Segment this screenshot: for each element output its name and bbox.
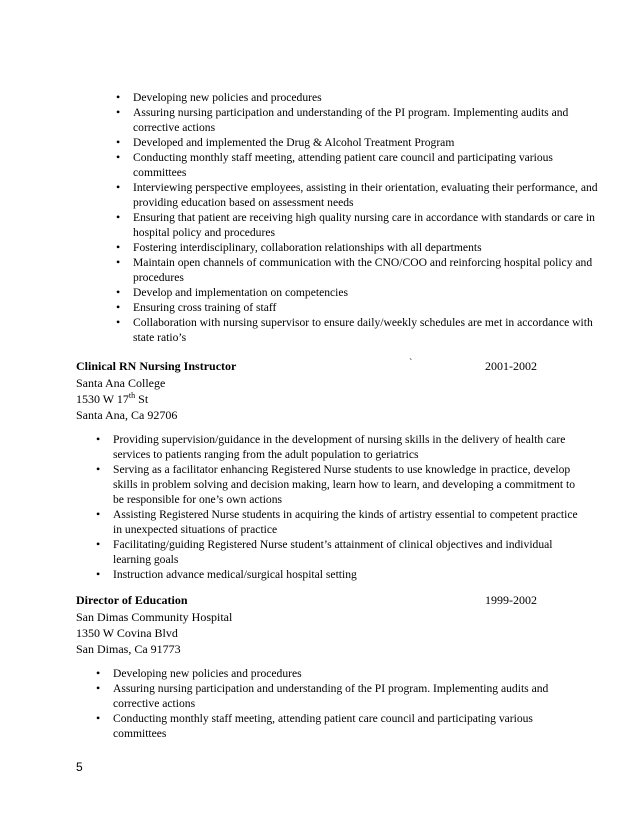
job-title-instructor: Clinical RN Nursing Instructor	[76, 359, 237, 373]
job-title-director: Director of Education	[76, 593, 188, 607]
list-item: • Interviewing perspective employees, assisting in their orientation, evaluating their performance, and providing education based on assessment needs	[133, 180, 598, 210]
employer-name: San Dimas Community Hospital	[76, 610, 233, 624]
list-item: • Developed and implemented the Drug & Alcohol Treatment Program	[133, 135, 598, 150]
street-ordinal: th	[128, 391, 136, 400]
list-item: • Conducting monthly staff meeting, attending patient care council and participating various committees	[133, 150, 598, 180]
employer-name: Santa Ana College	[76, 376, 166, 390]
list-item: • Developing new policies and procedures	[113, 666, 588, 681]
employer-street: 1350 W Covina Blvd	[76, 626, 178, 640]
director-duties-list	[133, 90, 598, 345]
list-item: • Providing supervision/guidance in the development of nursing skills in the delivery of health care services to patients ranging from the adult population to geriatrics	[113, 432, 588, 462]
street-suffix: St	[135, 392, 149, 406]
employer-city: San Dimas, Ca 91773	[76, 642, 181, 656]
stray-mark: `	[409, 358, 413, 369]
list-item: • Assisting Registered Nurse students in acquiring the kinds of artistry essential to competent practice in unexpected situations of practice	[113, 507, 588, 537]
list-item: • Assuring nursing participation and understanding of the PI program. Implementing audits and corrective actions	[133, 105, 598, 135]
list-item: • Facilitating/guiding Registered Nurse student’s attainment of clinical objectives and individual learning goals	[113, 537, 588, 567]
list-item: • Ensuring cross training of staff	[133, 300, 598, 315]
list-item: • Develop and implementation on competencies	[133, 285, 598, 300]
page-number: 5	[76, 760, 83, 774]
employer-street	[76, 391, 177, 407]
list-item: • Conducting monthly staff meeting, attending patient care council and participating various committees	[113, 711, 588, 741]
employer-address-san-dimas	[76, 609, 232, 657]
list-item: • Assuring nursing participation and understanding of the PI program. Implementing audits and corrective actions	[113, 681, 588, 711]
list-item: • Developing new policies and procedures	[133, 90, 598, 105]
job-years-instructor: 2001-2002	[485, 359, 537, 373]
job-years-director: 1999-2002	[485, 593, 537, 607]
list-item: • Collaboration with nursing supervisor to ensure daily/weekly schedules are met in accordance with state ratio’s	[133, 315, 598, 345]
street-number: 1530 W 17	[76, 392, 129, 406]
list-item: • Maintain open channels of communication with the CNO/COO and reinforcing hospital policy and procedures	[133, 255, 598, 285]
instructor-duties-list	[113, 432, 588, 582]
employer-city: Santa Ana, Ca 92706	[76, 408, 178, 422]
list-item: • Ensuring that patient are receiving high quality nursing care in accordance with standards or care in hospital policy and procedures	[133, 210, 598, 240]
employer-address-santa-ana	[76, 375, 177, 423]
director-education-duties-list	[113, 666, 588, 741]
list-item: • Fostering interdisciplinary, collaboration relationships with all departments	[133, 240, 598, 255]
list-item: • Serving as a facilitator enhancing Registered Nurse students to use knowledge in practice, develop skills in problem solving and decision making, learn how to learn, and developing a commitment to be responsible for one’s own actions	[113, 462, 588, 507]
list-item: • Instruction advance medical/surgical hospital setting	[113, 567, 588, 582]
